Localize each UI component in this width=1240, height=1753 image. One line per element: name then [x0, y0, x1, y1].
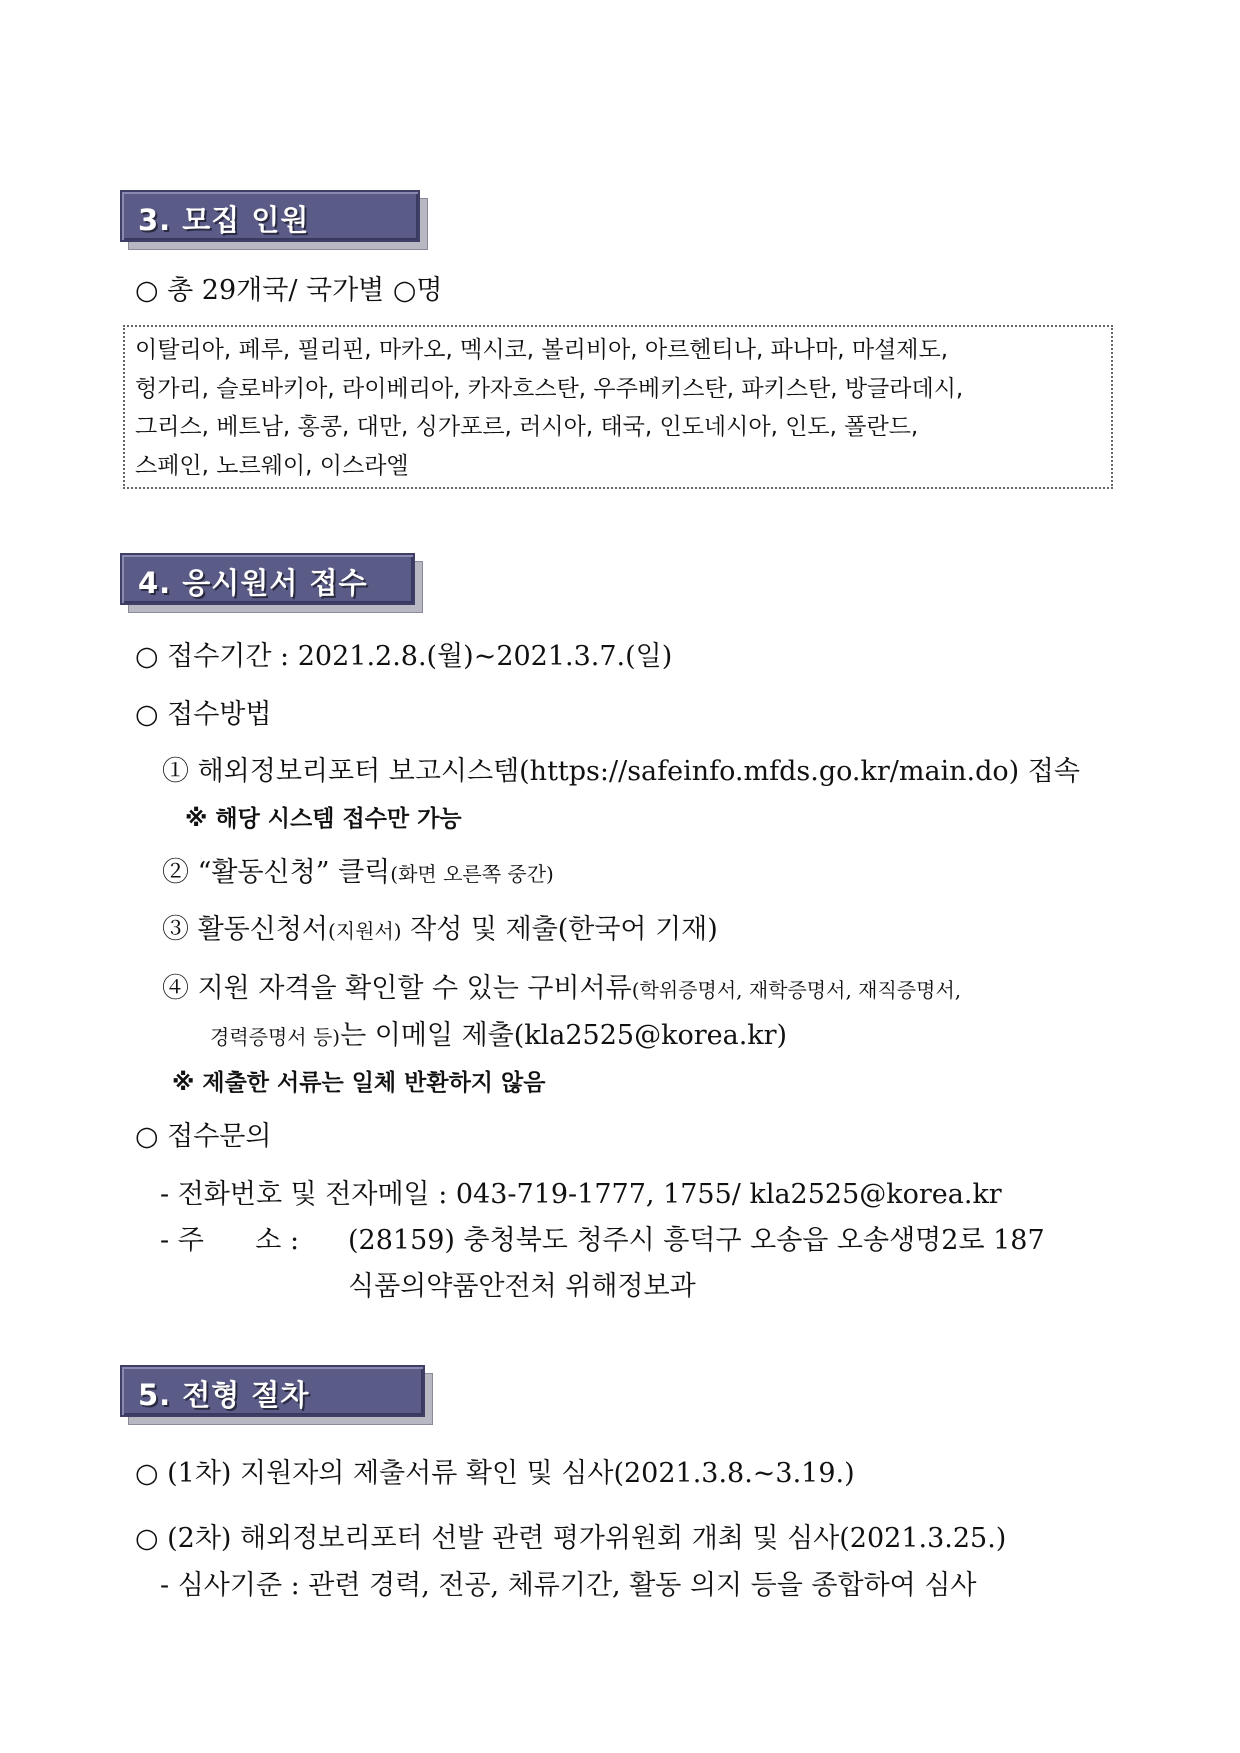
- step-4-text-end: 는 이메일 제출(kla2525@korea.kr): [340, 1020, 788, 1051]
- application-inquiry: ○ 접수문의: [135, 1121, 272, 1152]
- step-2-subtext: (화면 오른쪽 중간): [390, 862, 554, 886]
- section-title: 3. 모집 인원: [138, 203, 310, 237]
- country-list-line: 헝가리, 슬로바키아, 라이베리아, 카자흐스탄, 우주베키스탄, 파키스탄, 방글라데시,: [135, 375, 964, 402]
- step-4-text: ④ 지원 자격을 확인할 수 있는 구비서류: [162, 973, 632, 1004]
- section-header-5: [120, 1365, 425, 1417]
- step-3-text: ③ 활동신청서: [162, 914, 328, 945]
- inquiry-address-label: - 주 소 :: [160, 1225, 300, 1256]
- section-title: 4. 응시원서 접수: [138, 566, 368, 600]
- method-step-4: [162, 970, 1122, 1056]
- method-step-2: [162, 854, 554, 893]
- method-step-1: ① 해외정보리포터 보고시스템(https://safeinfo.mfds.go.kr/main.do) 접속: [162, 756, 1080, 787]
- screening-round-2: ○ (2차) 해외정보리포터 선발 관련 평가위원회 개최 및 심사(2021.3.25.): [135, 1523, 1007, 1554]
- method-step-1-note: ※ 해당 시스템 접수만 가능: [185, 806, 462, 832]
- section-header-4: [120, 553, 415, 605]
- step-4-subtext: (학위증명서, 재학증명서, 재직증명서,: [631, 978, 962, 1002]
- step-4-subtext-2: 경력증명서 등): [210, 1025, 341, 1049]
- step-3-subtext: (지원서): [328, 919, 402, 943]
- screening-round-1: ○ (1차) 지원자의 제출서류 확인 및 심사(2021.3.8.~3.19.): [135, 1458, 855, 1489]
- step-3-text-end: 작성 및 제출(한국어 기재): [401, 914, 718, 945]
- country-list-line: 이탈리아, 페루, 필리핀, 마카오, 멕시코, 볼리비아, 아르헨티나, 파나마, 마셜제도,: [135, 337, 949, 363]
- country-list-line: 그리스, 베트남, 홍콩, 대만, 싱가포르, 러시아, 태국, 인도네시아, 인도, 폴란드,: [135, 414, 919, 440]
- inquiry-address-line-2: 식품의약품안전처 위해정보과: [348, 1271, 696, 1302]
- method-step-4-note: ※ 제출한 서류는 일체 반환하지 않음: [172, 1070, 546, 1096]
- country-list-line: 스페인, 노르웨이, 이스라엘: [135, 452, 409, 479]
- inquiry-address-line-1: (28159) 충청북도 청주시 흥덕구 오송읍 오송생명2로 187: [348, 1225, 1045, 1256]
- screening-criteria: - 심사기준 : 관련 경력, 전공, 체류기간, 활동 의지 등을 종합하여 심사: [160, 1570, 977, 1601]
- application-method: ○ 접수방법: [135, 699, 272, 730]
- recruit-total: ○ 총 29개국/ 국가별 ○명: [135, 275, 443, 306]
- section-title: 5. 전형 절차: [138, 1378, 310, 1412]
- inquiry-phone-email: - 전화번호 및 전자메일 : 043-719-1777, 1755/ kla2525@korea.kr: [160, 1179, 1002, 1210]
- step-2-text: ② “활동신청” 클릭: [162, 857, 391, 888]
- application-period: ○ 접수기간 : 2021.2.8.(월)~2021.3.7.(일): [135, 641, 673, 672]
- method-step-3: [162, 911, 718, 950]
- section-header-3: [120, 190, 420, 242]
- country-list-box: [123, 325, 1113, 489]
